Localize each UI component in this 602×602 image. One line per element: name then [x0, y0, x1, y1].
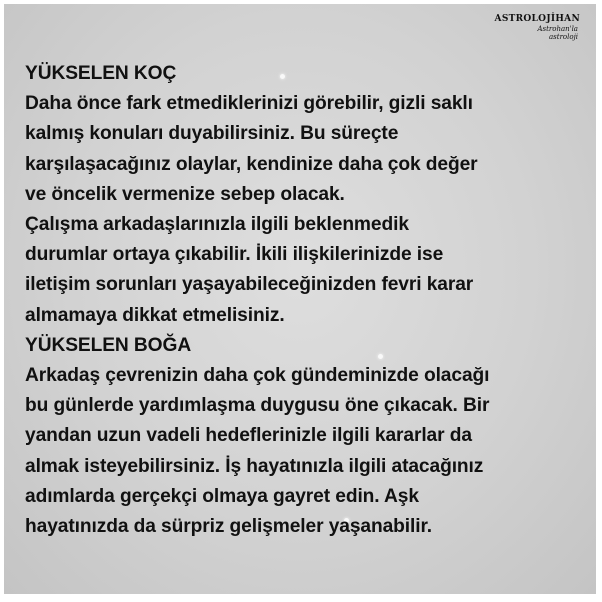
brand-logo — [495, 14, 580, 41]
text-line: Daha önce fark etmediklerinizi görebilir, gizli saklı — [25, 93, 473, 115]
brand-tagline: Astrohan'la — [537, 25, 578, 33]
text-line: almak isteyebilirsiniz. İş hayatınızla ilgili atacağınız — [25, 455, 484, 477]
brand-tagline: astroloji — [548, 33, 578, 41]
text-line: iletişim sorunları yaşayabileceğinizden fevri karar — [25, 274, 474, 296]
text-line: bu günlerde yardımlaşma duygusu öne çıkacak. Bir — [25, 395, 490, 417]
section-heading: YÜKSELEN KOÇ — [25, 63, 177, 84]
text-line: almamaya dikkat etmelisiniz. — [25, 304, 285, 326]
text-line: Arkadaş çevrenizin daha çok gündeminizde olacağı — [25, 365, 490, 387]
text-line: adımlarda gerçekçi olmaya gayret edin. Aşk — [25, 485, 419, 507]
brand-name: ASTROLOJİHAN — [494, 14, 580, 24]
text-line: durumlar ortaya çıkabilir. İkili ilişkilerinizde ise — [25, 244, 444, 266]
text-line: Çalışma arkadaşlarınızla ilgili beklenmedik — [25, 214, 409, 236]
horoscope-text — [25, 59, 585, 542]
text-line: ve öncelik vermenize sebep olacak. — [25, 183, 345, 205]
text-line: yandan uzun vadeli hedeflerinizle ilgili kararlar da — [25, 425, 472, 447]
section-heading: YÜKSELEN BOĞA — [25, 334, 192, 356]
text-line: kalmış konuları duyabilirsiniz. Bu süreçte — [25, 123, 399, 145]
text-line: karşılaşacağınız olaylar, kendinize daha çok değer — [25, 153, 478, 175]
text-line: hayatınızda da sürpriz gelişmeler yaşanabilir. — [25, 516, 433, 538]
